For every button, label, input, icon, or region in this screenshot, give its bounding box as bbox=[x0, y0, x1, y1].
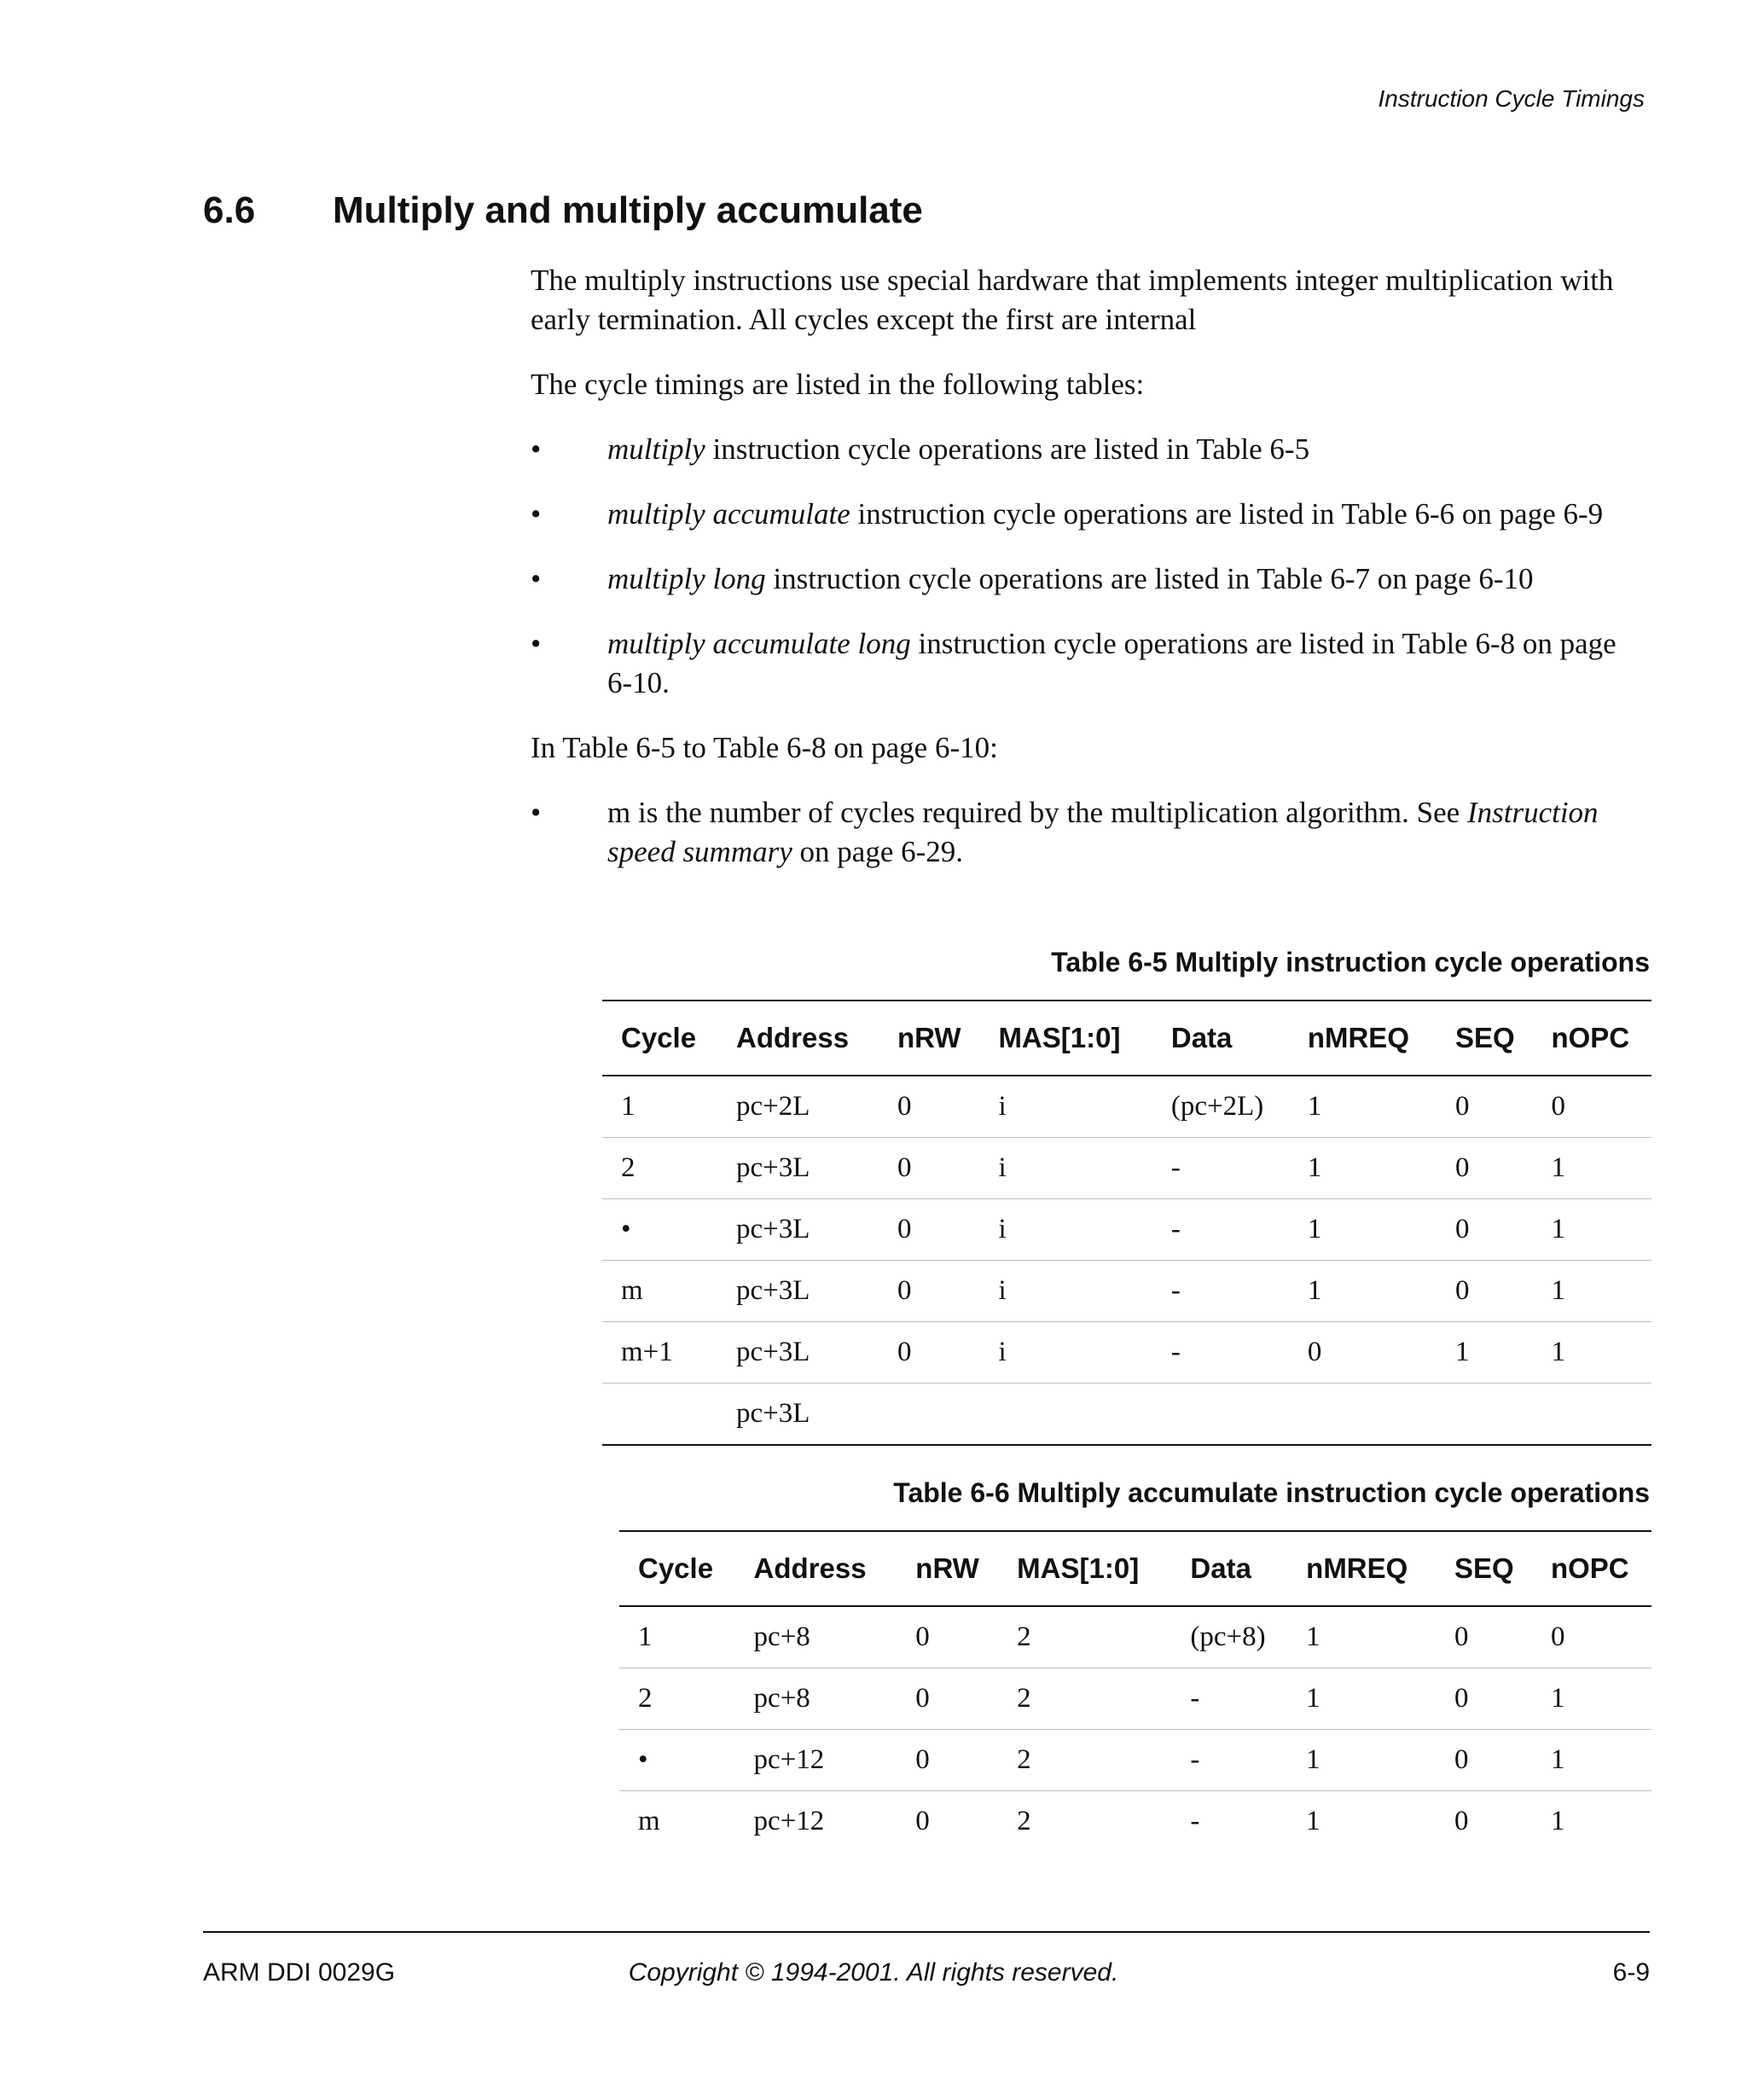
running-header: Instruction Cycle Timings bbox=[1378, 85, 1645, 112]
bullet-dot-icon: • bbox=[531, 796, 542, 829]
table-cell: (pc+2L) bbox=[1152, 1076, 1289, 1138]
column-header: Cycle bbox=[619, 1531, 735, 1606]
table-cell: pc+2L bbox=[717, 1076, 879, 1138]
table-6-5 bbox=[602, 1000, 1651, 1446]
section-number: 6.6 bbox=[203, 189, 256, 231]
table-cell: 0 bbox=[1454, 1806, 1469, 1836]
table-cell: pc+3L bbox=[717, 1384, 879, 1446]
table-cell: 0 bbox=[897, 1668, 998, 1730]
column-header: Data bbox=[1152, 1001, 1289, 1076]
body-text bbox=[531, 261, 1648, 897]
bullet-rest: instruction cycle operations are listed in Table 6-6 on page 6-9 bbox=[850, 497, 1604, 531]
table-cell: 1 bbox=[1550, 1806, 1565, 1836]
table-cell: i bbox=[979, 1076, 1152, 1138]
table-row bbox=[619, 1606, 1651, 1668]
column-header: nOPC bbox=[1532, 1001, 1651, 1076]
table-cell: (pc+8) bbox=[1171, 1606, 1287, 1668]
table-cell: 1 bbox=[1532, 1199, 1651, 1261]
table-row bbox=[602, 1076, 1651, 1138]
table-caption-6-5: Table 6-5 Multiply instruction cycle operations bbox=[1051, 947, 1650, 977]
table-cell: 0 bbox=[1532, 1076, 1651, 1138]
table-cell: 1 bbox=[602, 1076, 717, 1138]
table-header-row bbox=[602, 1001, 1651, 1076]
table-cell: pc+8 bbox=[735, 1606, 897, 1668]
table-cell: - bbox=[1152, 1261, 1289, 1322]
table-cell: 0 bbox=[1436, 1606, 1532, 1668]
table-cell: - bbox=[1152, 1138, 1289, 1199]
table-cell: 0 bbox=[1436, 1138, 1532, 1199]
column-header: Data bbox=[1171, 1531, 1287, 1606]
table-cell: 0 bbox=[1532, 1606, 1651, 1668]
note-reference: Instruction speed summary bbox=[607, 796, 1599, 868]
column-header: nOPC bbox=[1532, 1531, 1651, 1606]
note-text: m is the number of cycles required by the multiplication algorithm. See bbox=[607, 796, 1467, 829]
bullet-lead: multiply long bbox=[607, 562, 766, 595]
table-cell: 1 bbox=[1532, 1138, 1651, 1199]
table-cell: 0 bbox=[897, 1730, 998, 1791]
table-cell: 1 bbox=[1306, 1806, 1320, 1836]
section-heading bbox=[203, 189, 923, 232]
bullet-lead: multiply accumulate long bbox=[607, 627, 911, 660]
table-cell: 1 bbox=[1532, 1730, 1651, 1791]
table-cell: - bbox=[1171, 1668, 1287, 1730]
table-cell: 1 bbox=[1287, 1606, 1436, 1668]
table-cell: pc+3L bbox=[717, 1199, 879, 1261]
table-cell: • bbox=[619, 1730, 735, 1791]
table-cell: i bbox=[979, 1322, 1152, 1384]
table-cell: i bbox=[979, 1261, 1152, 1322]
table-cell: - bbox=[1171, 1730, 1287, 1791]
column-header: nMREQ bbox=[1287, 1531, 1436, 1606]
table-cell: i bbox=[979, 1199, 1152, 1261]
table-caption-6-6: Table 6-6 Multiply accumulate instruction cycle operations bbox=[893, 1477, 1650, 1508]
paragraph-table-range: In Table 6-5 to Table 6-8 on page 6-10: bbox=[531, 731, 998, 764]
table-cell: 1 bbox=[1532, 1668, 1651, 1730]
table-cell: 2 bbox=[602, 1138, 717, 1199]
table-cell: pc+12 bbox=[735, 1730, 897, 1791]
table-cell: pc+8 bbox=[735, 1668, 897, 1730]
table-row bbox=[602, 1138, 1651, 1199]
table-cell: 1 bbox=[1436, 1322, 1532, 1384]
table-cell bbox=[602, 1384, 717, 1446]
table-cell: 0 bbox=[1436, 1730, 1532, 1791]
table-cell bbox=[979, 1384, 1152, 1446]
table-cell: m bbox=[638, 1806, 660, 1836]
table-cell: 0 bbox=[1436, 1668, 1532, 1730]
column-header: Address bbox=[717, 1001, 879, 1076]
footer-doc-id: ARM DDI 0029G bbox=[203, 1958, 396, 1987]
column-header: Cycle bbox=[602, 1001, 717, 1076]
table-row bbox=[619, 1668, 1651, 1730]
table-cell bbox=[1436, 1384, 1532, 1446]
table-cell: 0 bbox=[1289, 1322, 1436, 1384]
section-title: Multiply and multiply accumulate bbox=[333, 189, 923, 231]
note-tail: on page 6-29. bbox=[792, 835, 964, 868]
table-row bbox=[619, 1791, 1651, 1853]
table-cell: - bbox=[1152, 1322, 1289, 1384]
paragraph-intro: The multiply instructions use special hardware that implements integer multiplication with early termination. All cycles except the first are internal bbox=[531, 264, 1614, 336]
table-cell: pc+12 bbox=[753, 1806, 825, 1836]
footer-copyright: Copyright © 1994-2001. All rights reserved. bbox=[628, 1958, 1119, 1987]
table-cell: 1 bbox=[1289, 1261, 1436, 1322]
table-cell: 1 bbox=[1532, 1261, 1651, 1322]
table-cell: 1 bbox=[1289, 1138, 1436, 1199]
paragraph-listing: The cycle timings are listed in the following tables: bbox=[531, 368, 1145, 401]
table-cell bbox=[879, 1384, 979, 1446]
bullet-rest: instruction cycle operations are listed in Table 6-8 on page 6-10. bbox=[607, 627, 1616, 699]
table-cell bbox=[1152, 1384, 1289, 1446]
bullet-dot-icon: • bbox=[531, 432, 542, 466]
table-cell: 1 bbox=[1289, 1199, 1436, 1261]
table-cell: 0 bbox=[897, 1606, 998, 1668]
column-header: nRW bbox=[879, 1001, 979, 1076]
column-header: Address bbox=[735, 1531, 897, 1606]
bullet-lead: multiply bbox=[607, 432, 705, 466]
column-header: SEQ bbox=[1436, 1531, 1532, 1606]
table-row bbox=[619, 1730, 1651, 1791]
table-cell: 1 bbox=[1532, 1322, 1651, 1384]
bullet-item bbox=[531, 495, 1648, 534]
table-cell: 0 bbox=[1436, 1261, 1532, 1322]
table-row bbox=[602, 1384, 1651, 1446]
table-cell: i bbox=[979, 1138, 1152, 1199]
bullet-note bbox=[531, 793, 1648, 872]
table-cell: 1 bbox=[619, 1606, 735, 1668]
table-cell: - bbox=[1190, 1806, 1200, 1836]
column-header: nMREQ bbox=[1289, 1001, 1436, 1076]
table-cell: 0 bbox=[879, 1199, 979, 1261]
column-header: MAS[1:0] bbox=[979, 1001, 1152, 1076]
bullet-item bbox=[531, 430, 1648, 469]
table-cell: 2 bbox=[619, 1668, 735, 1730]
table-cell: 0 bbox=[879, 1138, 979, 1199]
table-row bbox=[602, 1261, 1651, 1322]
table-cell bbox=[1532, 1384, 1651, 1446]
bullet-item bbox=[531, 560, 1648, 599]
table-cell: 0 bbox=[1436, 1199, 1532, 1261]
bullet-item bbox=[531, 624, 1648, 703]
table-cell: m+1 bbox=[602, 1322, 717, 1384]
footer-page-number: 6-9 bbox=[1612, 1958, 1650, 1987]
table-cell: 0 bbox=[879, 1076, 979, 1138]
table-row bbox=[602, 1322, 1651, 1384]
table-cell: 0 bbox=[1436, 1076, 1532, 1138]
table-header-row bbox=[619, 1531, 1651, 1606]
column-header: MAS[1:0] bbox=[998, 1531, 1171, 1606]
table-cell: pc+3L bbox=[717, 1261, 879, 1322]
table-cell bbox=[1289, 1384, 1436, 1446]
bullet-dot-icon: • bbox=[531, 497, 542, 531]
table-6-6 bbox=[619, 1530, 1651, 1852]
table-cell: 2 bbox=[998, 1606, 1171, 1668]
table-cell: pc+3L bbox=[717, 1322, 879, 1384]
bullet-rest: instruction cycle operations are listed in Table 6-7 on page 6-10 bbox=[765, 562, 1534, 595]
table-cell: 1 bbox=[1289, 1076, 1436, 1138]
table-cell: - bbox=[1152, 1199, 1289, 1261]
table-cell: 2 bbox=[1017, 1806, 1031, 1836]
table-cell: 0 bbox=[915, 1806, 930, 1836]
table-cell: 2 bbox=[998, 1668, 1171, 1730]
table-cell: 1 bbox=[1287, 1668, 1436, 1730]
table-cell: • bbox=[602, 1199, 717, 1261]
table-cell: 1 bbox=[1287, 1730, 1436, 1791]
table-cell: 2 bbox=[998, 1730, 1171, 1791]
footer-divider bbox=[203, 1931, 1650, 1933]
table-cell: m bbox=[602, 1261, 717, 1322]
table-cell: 0 bbox=[879, 1261, 979, 1322]
column-header: nRW bbox=[897, 1531, 998, 1606]
table-cell: 0 bbox=[879, 1322, 979, 1384]
table-cell: pc+3L bbox=[717, 1138, 879, 1199]
bullet-dot-icon: • bbox=[531, 627, 542, 660]
bullet-rest: instruction cycle operations are listed in Table 6-5 bbox=[705, 432, 1310, 466]
table-row bbox=[602, 1199, 1651, 1261]
bullet-dot-icon: • bbox=[531, 562, 542, 595]
bullet-lead: multiply accumulate bbox=[607, 497, 850, 531]
column-header: SEQ bbox=[1436, 1001, 1532, 1076]
